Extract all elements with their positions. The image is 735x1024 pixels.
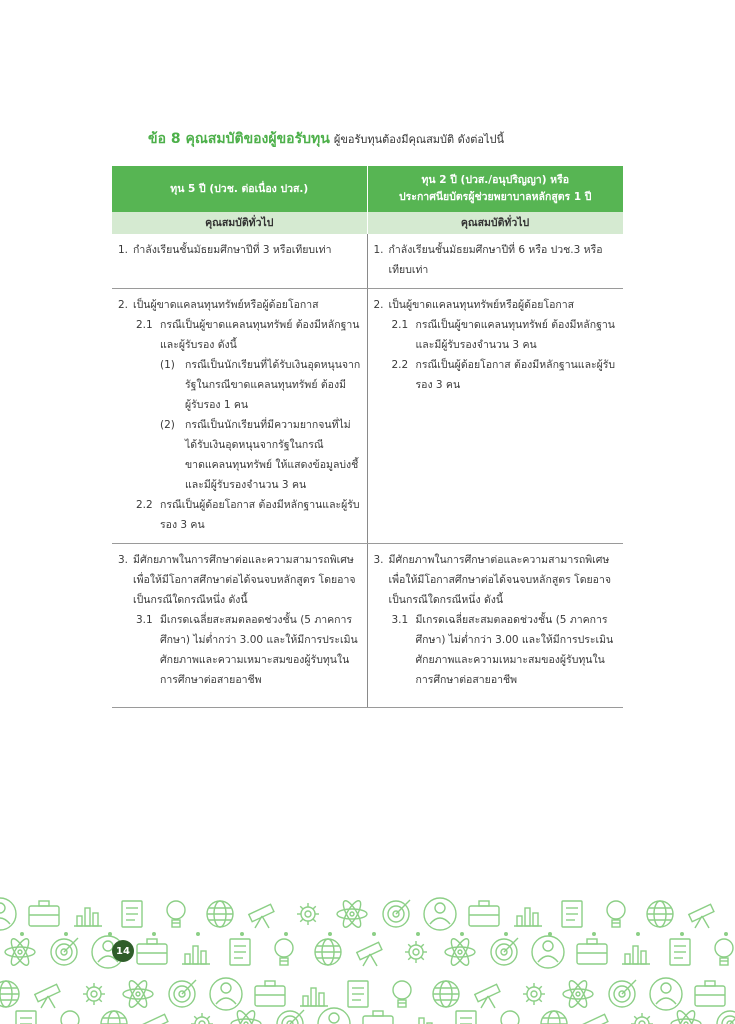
table-cell	[367, 289, 623, 544]
footer-icon-pattern	[0, 896, 735, 1024]
telescope-icon	[475, 984, 500, 1008]
table-row	[112, 234, 623, 289]
item-number: 1.	[118, 244, 129, 256]
briefcase-icon	[469, 901, 499, 926]
target-icon	[383, 900, 410, 927]
globe-icon	[541, 1011, 567, 1024]
item-text: เป็นผู้ขาดแคลนทุนทรัพย์หรือผู้ด้อยโอกาส	[388, 299, 575, 311]
people-icon	[650, 978, 682, 1010]
dot-icon	[328, 932, 332, 936]
bar-chart-icon	[182, 946, 210, 964]
item-number: (1)	[160, 359, 175, 371]
table-cell	[112, 234, 367, 289]
gear-icon	[297, 903, 319, 925]
target-icon	[491, 938, 518, 965]
telescope-icon	[583, 1014, 608, 1024]
globe-icon	[433, 981, 459, 1007]
page-number-badge: 14	[112, 940, 134, 962]
gear-icon	[405, 941, 427, 963]
bar-chart-icon	[408, 1018, 436, 1024]
briefcase-icon	[29, 901, 59, 926]
sub-list	[136, 610, 363, 690]
lightbulb-icon	[607, 901, 625, 927]
atom-icon	[337, 899, 367, 930]
list-item	[374, 550, 620, 610]
dot-icon	[680, 932, 684, 936]
item-text: มีเกรดเฉลี่ยสะสมตลอดช่วงชั้น (5 ภาคการศึกษา) ไม่ต่ำกว่า 3.00 และให้มีการประเมินศักยภาพและความเหมาะสมของผู้รับทุนในการศึกษาต่อสายอาชีพ	[160, 614, 358, 686]
people-icon	[318, 1008, 350, 1024]
briefcase-icon	[363, 1011, 393, 1024]
gear-icon	[631, 1013, 653, 1024]
briefcase-icon	[255, 981, 285, 1006]
item-number: 2.2	[391, 359, 409, 371]
item-text: มีเกรดเฉลี่ยสะสมตลอดช่วงชั้น (5 ภาคการศึกษา) ไม่ต่ำกว่า 3.00 และให้มีการประเมินศักยภาพและความเหมาะสมของผู้รับทุนในการศึกษาต่อสายอาชีพ	[415, 614, 614, 686]
globe-icon	[647, 901, 673, 927]
column-header-5-year: ทุน 5 ปี (ปวช. ต่อเนื่อง ปวส.)	[112, 166, 367, 212]
dot-icon	[108, 932, 112, 936]
gear-icon	[523, 983, 545, 1005]
item-text: กรณีเป็นผู้ด้อยโอกาส ต้องมีหลักฐานและผู้รับรอง 3 คน	[415, 359, 616, 391]
sub-list	[136, 315, 363, 535]
target-icon	[717, 1010, 735, 1024]
briefcase-icon	[695, 981, 725, 1006]
list-item	[118, 240, 363, 260]
list-item	[118, 550, 363, 610]
gear-icon	[191, 1013, 213, 1024]
people-icon	[0, 898, 16, 930]
document-icon	[16, 1011, 36, 1024]
subheader-general-left: คุณสมบัติทั่วไป	[112, 212, 367, 234]
item-text: กรณีเป็นผู้ขาดแคลนทุนทรัพย์ ต้องมีหลักฐาน และมีผู้รับรองจำนวน 3 คน	[415, 319, 615, 351]
item-number: 2.1	[391, 319, 409, 331]
globe-icon	[0, 981, 19, 1007]
bar-chart-icon	[300, 988, 328, 1006]
list-item	[118, 295, 363, 315]
target-icon	[169, 980, 196, 1007]
list-item	[160, 355, 363, 415]
item-number: (2)	[160, 419, 175, 431]
gear-icon	[83, 983, 105, 1005]
item-number: 2.2	[136, 499, 153, 511]
dot-icon	[460, 932, 464, 936]
lightbulb-icon	[393, 981, 411, 1007]
item-number: 2.	[373, 299, 384, 311]
table-cell	[112, 544, 367, 708]
dot-icon	[636, 932, 640, 936]
list-item	[392, 610, 620, 690]
lightbulb-icon	[501, 1011, 519, 1024]
globe-icon	[101, 1011, 127, 1024]
dot-icon	[592, 932, 596, 936]
item-text: กรณีเป็นนักเรียนที่มีความยากจนที่ไม่ได้รับเงินอุดหนุนจากรัฐในกรณีขาดแคลนทุนทรัพย์ ให้แสดงข้อมูลบ่งชี้และมีผู้รับรองจำนวน 3 คน	[185, 419, 359, 491]
briefcase-icon	[137, 939, 167, 964]
atom-icon	[671, 1009, 701, 1024]
lightbulb-icon	[715, 939, 733, 965]
lightbulb-icon	[167, 901, 185, 927]
list-item	[374, 240, 620, 280]
atom-icon	[563, 979, 593, 1010]
telescope-icon	[357, 942, 382, 966]
list-item	[374, 295, 620, 315]
dot-icon	[20, 932, 24, 936]
item-text: กำลังเรียนชั้นมัธยมศึกษาปีที่ 3 หรือเทียบเท่า	[133, 244, 332, 256]
dot-icon	[724, 932, 728, 936]
telescope-icon	[35, 984, 60, 1008]
document-icon	[456, 1011, 476, 1024]
dot-icon	[196, 932, 200, 936]
item-number: 2.1	[136, 319, 153, 331]
sub-list	[392, 315, 620, 395]
people-icon	[424, 898, 456, 930]
item-text: เป็นผู้ขาดแคลนทุนทรัพย์หรือผู้ด้อยโอกาส	[133, 299, 319, 311]
item-number: 3.	[118, 554, 129, 566]
table-row	[112, 544, 623, 708]
item-text: กรณีเป็นผู้ขาดแคลนทุนทรัพย์ ต้องมีหลักฐาน และผู้รับรอง ดังนี้	[160, 319, 360, 351]
item-number: 3.	[373, 554, 384, 566]
dot-icon	[284, 932, 288, 936]
dot-icon	[504, 932, 508, 936]
target-icon	[51, 938, 78, 965]
table-row	[112, 289, 623, 544]
subheader-general-right: คุณสมบัติทั่วไป	[367, 212, 623, 234]
list-item	[136, 610, 363, 690]
telescope-icon	[689, 904, 714, 928]
list-item	[392, 315, 620, 355]
section-heading-subtitle: ผู้ขอรับทุนต้องมีคุณสมบัติ ดังต่อไปนี้	[333, 133, 504, 146]
item-number: 2.	[118, 299, 129, 311]
lightbulb-icon	[275, 939, 293, 965]
item-text: มีศักยภาพในการศึกษาต่อและความสามารถพิเศษ เพื่อให้มีโอกาสศึกษาต่อได้จนจบหลักสูตร โดยอาจเป็นกรณีใดกรณีหนึ่ง ดังนี้	[133, 554, 356, 606]
table-subheader-row	[112, 212, 623, 234]
column-header-2-year	[367, 166, 623, 212]
document-icon	[670, 939, 690, 965]
bar-chart-icon	[74, 908, 102, 926]
dot-icon	[240, 932, 244, 936]
item-text: กรณีเป็นผู้ด้อยโอกาส ต้องมีหลักฐานและผู้รับรอง 3 คน	[160, 499, 360, 531]
table-cell	[112, 289, 367, 544]
lightbulb-icon	[61, 1011, 79, 1024]
list-item	[392, 355, 620, 395]
dot-icon	[548, 932, 552, 936]
qualification-table	[112, 166, 624, 708]
atom-icon	[5, 937, 35, 968]
item-text: มีศักยภาพในการศึกษาต่อและความสามารถพิเศษ เพื่อให้มีโอกาสศึกษาต่อได้จนจบหลักสูตร โดยอาจเป็นกรณีใดกรณีหนึ่ง ดังนี้	[388, 554, 612, 606]
column-header-2-year-line2: ประกาศนียบัตรผู้ช่วยพยาบาลหลักสูตร 1 ปี	[399, 191, 592, 203]
table-header-row	[112, 166, 623, 212]
sub-list	[392, 610, 620, 690]
section-heading	[148, 128, 618, 150]
column-header-2-year-line1: ทุน 2 ปี (ปวส./อนุปริญญา) หรือ	[421, 174, 570, 186]
item-number: 1.	[373, 244, 384, 256]
table-cell	[367, 234, 623, 289]
dot-icon	[64, 932, 68, 936]
target-icon	[277, 1010, 304, 1024]
globe-icon	[207, 901, 233, 927]
telescope-icon	[143, 1014, 168, 1024]
item-text: กำลังเรียนชั้นมัธยมศึกษาปีที่ 6 หรือ ปวช.3 หรือเทียบเท่า	[388, 244, 603, 276]
table-cell	[367, 544, 623, 708]
dot-icon	[372, 932, 376, 936]
briefcase-icon	[577, 939, 607, 964]
bar-chart-icon	[514, 908, 542, 926]
list-item	[136, 315, 363, 355]
dot-icon	[152, 932, 156, 936]
telescope-icon	[249, 904, 274, 928]
document-icon	[230, 939, 250, 965]
globe-icon	[315, 939, 341, 965]
footer-pattern-svg	[0, 896, 735, 1024]
atom-icon	[231, 1009, 261, 1024]
document-icon	[122, 901, 142, 927]
dot-icon	[416, 932, 420, 936]
item-number: 3.1	[136, 614, 153, 626]
atom-icon	[445, 937, 475, 968]
sub-sub-list	[160, 355, 363, 495]
list-item	[136, 495, 363, 535]
target-icon	[609, 980, 636, 1007]
atom-icon	[123, 979, 153, 1010]
people-icon	[210, 978, 242, 1010]
item-text: กรณีเป็นนักเรียนที่ได้รับเงินอุดหนุนจากรัฐในกรณีขาดแคลนทุนทรัพย์ ต้องมีผู้รับรอง 1 คน	[185, 359, 361, 411]
item-number: 3.1	[391, 614, 409, 626]
document-icon	[348, 981, 368, 1007]
people-icon	[532, 936, 564, 968]
list-item	[160, 415, 363, 495]
bar-chart-icon	[622, 946, 650, 964]
section-heading-title: ข้อ 8 คุณสมบัติของผู้ขอรับทุน	[148, 131, 330, 147]
document-icon	[562, 901, 582, 927]
